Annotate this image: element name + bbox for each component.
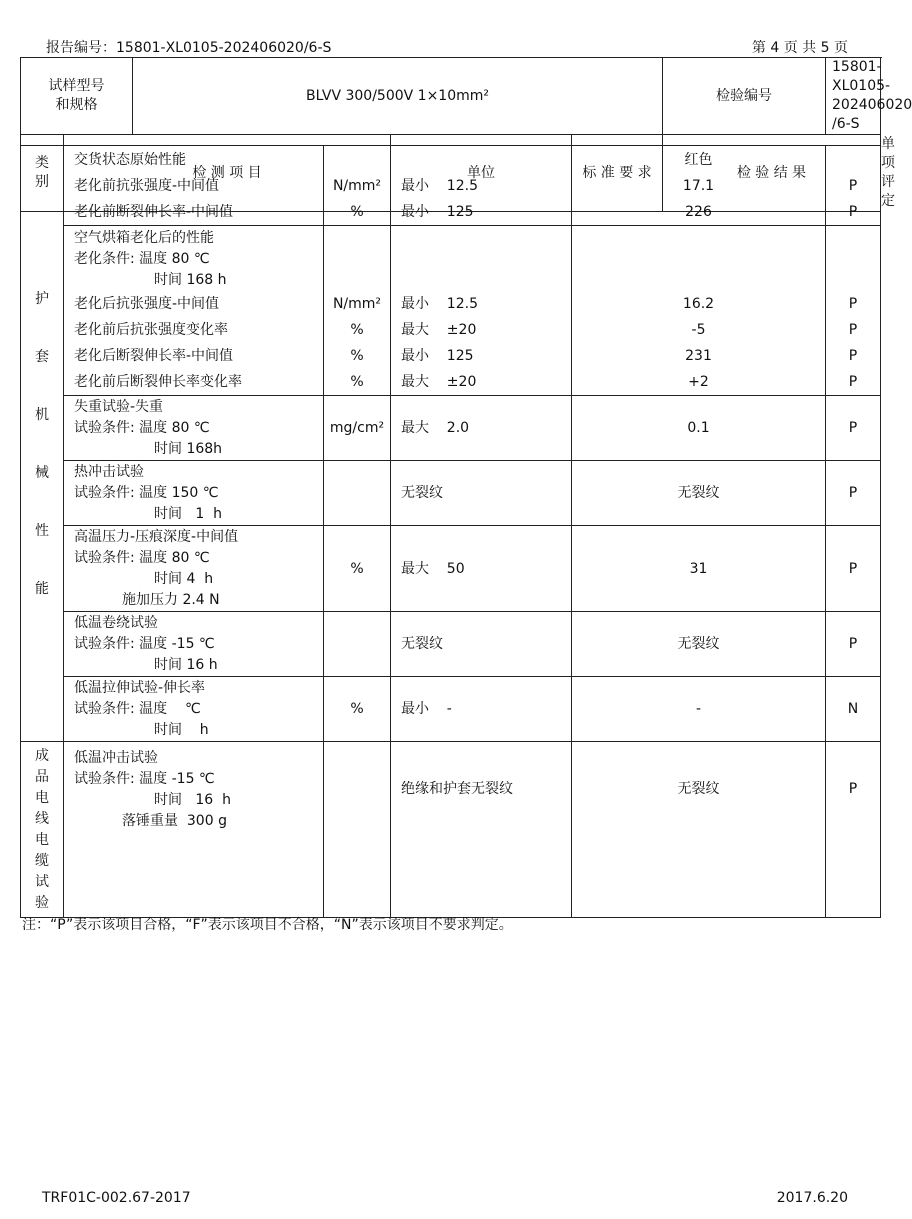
unit-low-temp-winding <box>324 612 391 677</box>
units-original: N/mm² % <box>324 146 391 226</box>
verdicts-original: P P <box>826 146 881 226</box>
result-pressure: 31 <box>572 526 826 612</box>
result-low-temp-winding: 无裂纹 <box>572 612 826 677</box>
items-pressure: 高温压力-压痕深度-中间值 试验条件: 温度 80 ℃ 时间 4 h 施加压力 2.4 N <box>64 526 324 612</box>
col-result: 检 验 结 果 <box>663 135 881 212</box>
group-row-pressure <box>21 526 881 612</box>
standard-low-temp-winding: 无裂纹 <box>391 612 572 677</box>
standards-aging: 最小 12.5 最大 ±20 最小 125 最大 ±20 <box>391 226 572 396</box>
standard-heat-shock: 无裂纹 <box>391 461 572 526</box>
items-low-temp-tensile: 低温拉伸试验-伸长率 试验条件: 温度 ℃ 时间 h <box>64 677 324 742</box>
meta-row <box>21 58 881 135</box>
result-heat-shock: 无裂纹 <box>572 461 826 526</box>
verdict-low-temp-winding: P <box>826 612 881 677</box>
result-low-temp-impact: 无裂纹 <box>572 742 826 918</box>
group-row-original <box>21 146 881 226</box>
standard-pressure: 最大 50 <box>391 526 572 612</box>
footnote: 注：“P”表示该项目合格，“F”表示该项目不合格，“N”表示该项目不要求判定。 <box>22 917 513 933</box>
category-cable: 成 品 电 线 电 缆 试 验 <box>21 742 64 918</box>
form-number: TRF01C-002.67-2017 <box>42 1190 191 1206</box>
inspection-no-value: 15801-XL0105-202406020 /6-S <box>826 58 881 135</box>
group-row-heat-shock <box>21 461 881 526</box>
items-low-temp-winding: 低温卷绕试验 试验条件: 温度 -15 ℃ 时间 16 h <box>64 612 324 677</box>
page-indicator: 第 4 页 共 5 页 <box>751 40 848 56</box>
verdict-weight-loss: P <box>826 396 881 461</box>
verdict-low-temp-impact: P <box>826 742 881 918</box>
verdict-low-temp-tensile: N <box>826 677 881 742</box>
col-standard: 标 准 要 求 <box>572 135 663 212</box>
standards-original: 最小 12.5 最小 125 <box>391 146 572 226</box>
items-weight-loss: 失重试验-失重 试验条件: 温度 80 ℃ 时间 168h <box>64 396 324 461</box>
unit-weight-loss: mg/cm² <box>324 396 391 461</box>
col-category: 类 别 <box>21 135 64 212</box>
report-number: 报告编号：15801-XL0105-202406020/6-S <box>46 40 332 56</box>
items-aging: 空气烘箱老化后的性能 老化条件: 温度 80 ℃ 时间 168 h 老化后抗张强度-中间值 老化前后抗张强度变化率 老化后断裂伸长率-中间值 老化前后断裂伸长率变化率 <box>64 226 324 396</box>
form-date: 2017.6.20 <box>776 1190 848 1206</box>
unit-heat-shock <box>324 461 391 526</box>
verdicts-aging: P P P P <box>826 226 881 396</box>
standard-low-temp-tensile: 最小 - <box>391 677 572 742</box>
test-body-table <box>20 145 881 918</box>
category-sheath: 护 套 机 械 性 能 <box>21 146 64 742</box>
result-weight-loss: 0.1 <box>572 396 826 461</box>
group-row-weight-loss <box>21 396 881 461</box>
items-original: 交货状态原始性能 老化前抗张强度-中间值 老化前断裂伸长率-中间值 <box>64 146 324 226</box>
results-original: 红色 17.1 226 <box>572 146 826 226</box>
items-heat-shock: 热冲击试验 试验条件: 温度 150 ℃ 时间 1 h <box>64 461 324 526</box>
items-low-temp-impact: 低温冲击试验 试验条件: 温度 -15 ℃ 时间 16 h 落锤重量 300 g <box>64 742 324 918</box>
unit-low-temp-impact <box>324 742 391 918</box>
units-aging: N/mm² % % % <box>324 226 391 396</box>
group-row-low-temp-impact <box>21 742 881 918</box>
group-row-low-temp-winding <box>21 612 881 677</box>
group-row-aging <box>21 226 881 396</box>
col-unit: 单位 <box>391 135 572 212</box>
verdict-heat-shock: P <box>826 461 881 526</box>
results-aging: 16.2 -5 231 +2 <box>572 226 826 396</box>
inspection-no-label: 检验编号 <box>663 58 826 135</box>
result-low-temp-tensile: - <box>572 677 826 742</box>
verdict-pressure: P <box>826 526 881 612</box>
unit-low-temp-tensile: % <box>324 677 391 742</box>
model-label: 试样型号 和规格 <box>21 58 133 135</box>
group-row-low-temp-tensile <box>21 677 881 742</box>
standard-weight-loss: 最大 2.0 <box>391 396 572 461</box>
standard-low-temp-impact: 绝缘和护套无裂纹 <box>391 742 572 918</box>
col-item: 检 测 项 目 <box>64 135 391 212</box>
column-header-row: 类 别 检 测 项 目 单位 标 准 要 求 检 验 结 果 单项 评定 <box>21 135 881 212</box>
unit-pressure: % <box>324 526 391 612</box>
model-value: BLVV 300/500V 1×10mm² <box>133 58 663 135</box>
